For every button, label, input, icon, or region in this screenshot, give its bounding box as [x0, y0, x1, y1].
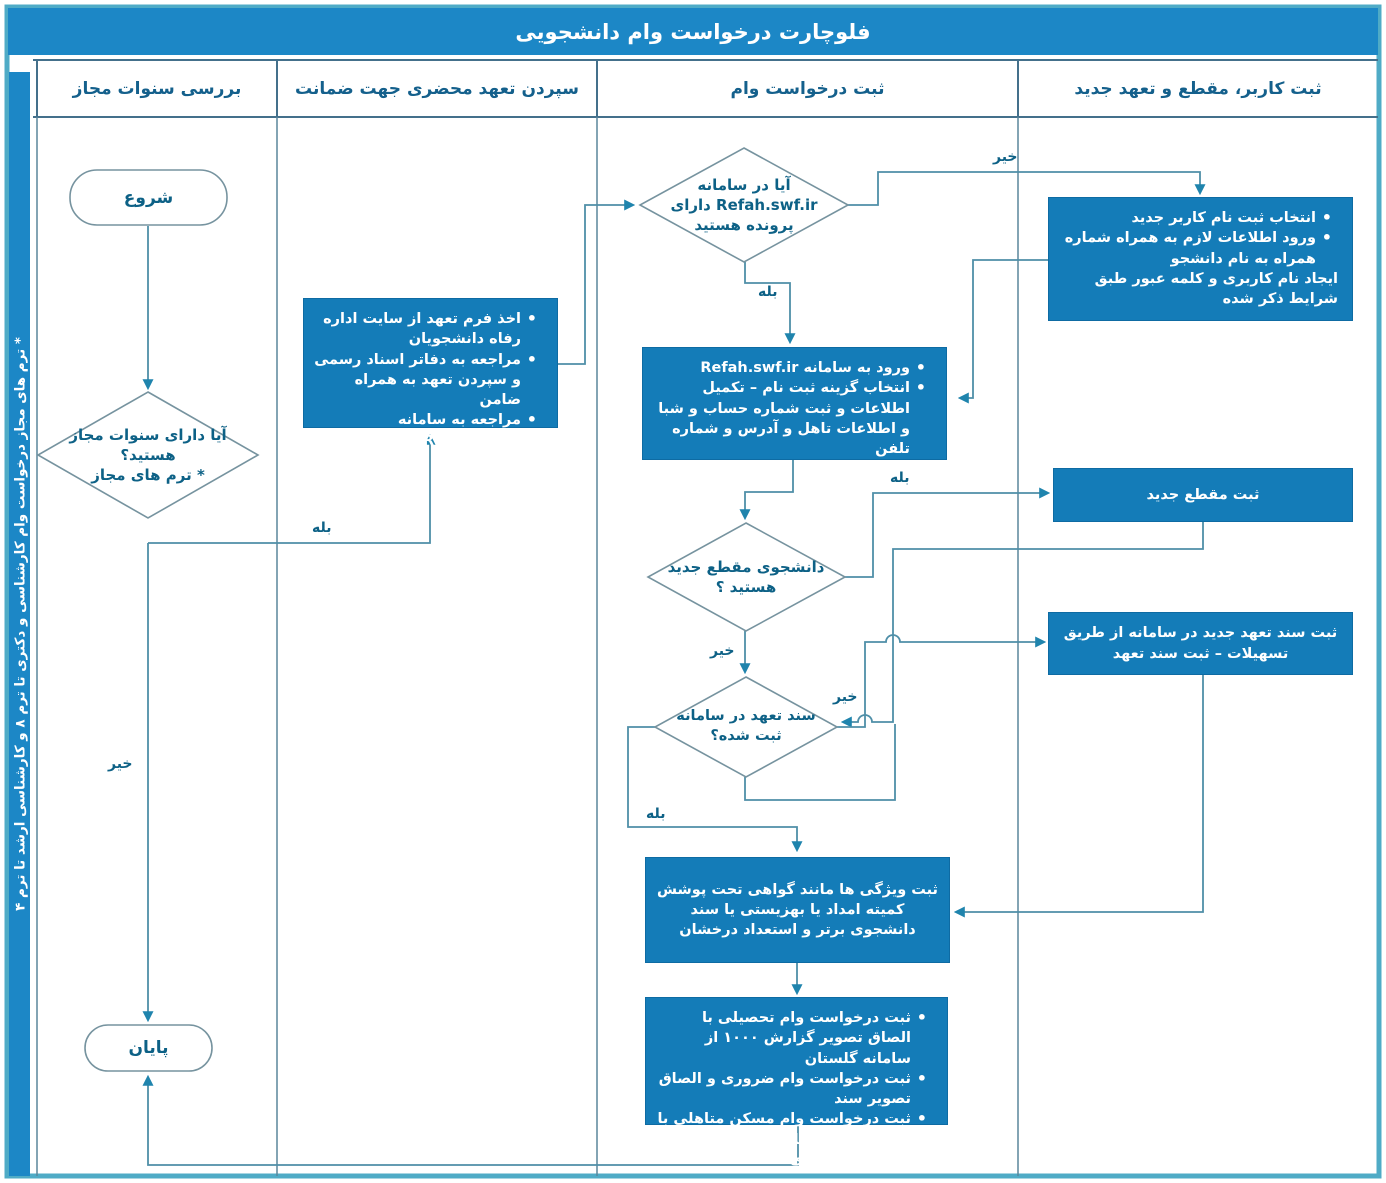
lane-header-label: بررسی سنوات مجاز	[72, 78, 242, 99]
register-features-text: ثبت ویژگی ها مانند گواهی تحت پوشش کمیته امداد یا بهزیستی یا سند دانشجوی برتر و استعداد درخشان	[657, 881, 938, 939]
edge-label-no: خیر	[833, 689, 858, 705]
lane-header-label: سپردن تعهد محضری جهت ضمانت	[295, 78, 579, 99]
lane-header-register-user	[1018, 60, 1378, 117]
edge-label-yes: بله	[312, 520, 332, 536]
edge-label-yes: بله	[758, 284, 778, 300]
loan-requests-box	[645, 997, 948, 1169]
register-commitment-doc-text: ثبت سند تعهد جدید در سامانه از طریق تسهیلات – ثبت سند تعهد	[1063, 625, 1338, 662]
new-level-decision-text: دانشجوی مقطع جدید هستید ؟	[667, 557, 825, 596]
end-terminator: پایان	[128, 1038, 169, 1058]
register-user-step: • انتخاب ثبت نام کاربر جدید	[1057, 208, 1340, 228]
loan-request-step: • ثبت درخواست وام ضروری و الصاق تصویر سند	[654, 1069, 935, 1110]
notary-step: • اخذ فرم تعهد از سایت اداره رفاه دانشجویان	[312, 309, 545, 350]
notary-step: • مراجعه به سامانه Refah.swf.ir	[312, 410, 545, 451]
edge-label-yes: بله	[890, 470, 910, 486]
lane-header-loan-request	[597, 60, 1018, 117]
start-terminator: شروع	[123, 187, 174, 208]
loan-request-step: • ثبت درخواست وام تحصیلی با الصاق تصویر گزارش ۱۰۰۰ از سامانه گلستان	[654, 1008, 935, 1069]
enter-system-step: • انتخاب گزینه ثبت نام – تکمیل اطلاعات و ثبت شماره حساب و شبا و اطلاعات تاهل و آدرس و شماره تلفن	[651, 378, 934, 459]
register-new-level-text: ثبت مقطع جدید	[1146, 486, 1260, 503]
page-title: فلوچارت درخواست وام دانشجویی	[515, 19, 871, 44]
register-user-box	[1048, 197, 1353, 321]
edge-label-yes: بله	[646, 806, 666, 822]
commitment-decision-text: سند تعهد در سامانه ثبت شده؟	[676, 708, 816, 744]
sidebar-note: * ترم های مجاز درخواست وام کارشناسی و دکتری تا ترم ۸ و کارشناسی ارشد تا ترم ۴	[11, 337, 28, 911]
commitment-decision	[661, 697, 831, 757]
loan-request-step: • ثبت درخواست وام مسکن متاهلی با الصاق تصویر اجاره نامه رسمی دارای کد رهگیری	[654, 1109, 935, 1170]
edge-label-no: خیر	[993, 149, 1018, 165]
enter-system-box	[642, 347, 947, 460]
register-features-box	[645, 857, 950, 963]
register-commitment-doc-box	[1048, 612, 1353, 675]
enter-system-step: • ورود به سامانه Refah.swf.ir	[651, 358, 934, 378]
years-decision	[56, 405, 240, 505]
file-decision-text: آیا در سامانه Refah.swf.ir دارای پرونده هستید	[670, 175, 818, 235]
edge-label-no: خیر	[108, 756, 133, 772]
register-new-level-box	[1053, 468, 1353, 522]
years-decision-text: آیا دارای سنوات مجاز هستید؟	[69, 425, 227, 464]
notary-step: • مراجعه به دفاتر اسناد رسمی و سپردن تعهد به همراه ضامن	[312, 350, 545, 411]
lane-header-label: ثبت درخواست وام	[730, 78, 885, 99]
edge-label-no: خیر	[710, 643, 735, 659]
file-decision	[650, 158, 838, 252]
notary-steps-box	[303, 298, 558, 449]
lane-header-years-check	[37, 60, 277, 117]
years-decision-note: * ترم های مجاز	[91, 466, 205, 485]
lane-header-label: ثبت کاربر، مقطع و تعهد جدید	[1074, 78, 1322, 99]
lane-header-notary	[277, 60, 597, 117]
page-title-bar	[8, 8, 1378, 55]
register-user-step: • ورود اطلاعات لازم به همراه شماره همراه به نام دانشجو	[1057, 228, 1340, 269]
sidebar-note-strip	[9, 72, 30, 1176]
register-user-note: ایجاد نام کاربری و کلمه عبور طبق شرایط ذکر شده	[1094, 270, 1338, 308]
new-level-decision	[656, 545, 836, 609]
